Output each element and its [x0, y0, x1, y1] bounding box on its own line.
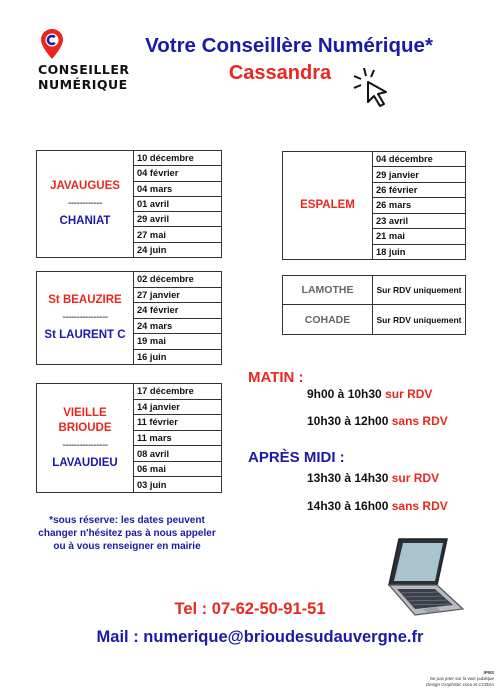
afternoon-slot-2 — [307, 499, 448, 513]
legal-line: Design Graphistic coco et CCBSA — [425, 682, 494, 687]
date-list — [134, 151, 221, 257]
date-list — [134, 272, 221, 364]
date-row: 26 février — [373, 183, 465, 198]
block-places — [37, 384, 134, 492]
schedule-block-vieille-brioude — [36, 383, 222, 493]
date-row: 24 mars — [134, 319, 221, 335]
date-list — [373, 152, 465, 259]
slot-time: 13h30 à 14h30 — [307, 471, 389, 485]
rdv-value: Sur RDV uniquement — [376, 314, 462, 325]
rdv-row-lamothe — [282, 275, 466, 305]
rdv-place: COHADE — [283, 305, 373, 334]
slot-mode: sans RDV — [391, 414, 448, 428]
contact-email: Mail : numerique@brioudesudauvergne.fr — [96, 628, 424, 646]
schedule-block-espalem — [282, 151, 466, 260]
date-row: 29 avril — [134, 212, 221, 227]
afternoon-label: APRÈS MIDI : — [248, 449, 345, 466]
date-row: 23 avril — [373, 214, 465, 229]
place-separator: ------------ — [68, 198, 102, 209]
conseiller-numerique-logo-icon — [40, 28, 64, 60]
date-row: 02 décembre — [134, 272, 221, 288]
date-row: 14 janvier — [134, 400, 221, 416]
place-separator: ---------------- — [62, 439, 108, 451]
conseiller-numerique-logo — [38, 28, 130, 92]
advisor-name: Cassandra — [228, 62, 332, 84]
place-separator: ---------------- — [62, 312, 108, 323]
date-row: 18 juin — [376, 246, 406, 257]
contact-phone: Tel : 07-62-50-91-51 — [174, 600, 326, 618]
date-row: 06 mai — [134, 462, 221, 478]
date-row: 03 juin — [137, 479, 167, 490]
slot-mode: sans RDV — [391, 499, 448, 513]
date-row: 24 juin — [137, 244, 167, 255]
date-row: 26 mars — [373, 198, 465, 213]
disclaimer-note: *sous réserve: les dates peuvent changer n'hésitez pas à nous appeler ou à vous renseigner en mairie — [38, 515, 216, 552]
schedule-block-javaugues — [36, 150, 222, 258]
morning-slot-2 — [307, 414, 448, 428]
date-row: 04 février — [134, 166, 221, 181]
rdv-row-cohade — [282, 305, 466, 335]
date-row: 04 mars — [134, 182, 221, 197]
schedule-block-st-beauzire — [36, 271, 222, 365]
slot-time: 10h30 à 12h00 — [307, 414, 389, 428]
block-places — [37, 151, 134, 257]
legal-mentions — [394, 670, 494, 688]
date-row: 24 février — [134, 303, 221, 319]
place-name: CHANIAT — [59, 215, 111, 227]
place-name: St BEAUZIRE — [48, 294, 122, 306]
date-row: 08 avril — [134, 446, 221, 462]
place-name: VIEILLE BRIOUDE — [58, 406, 112, 434]
date-row: 21 mai — [373, 229, 465, 244]
rdv-value: Sur RDV uniquement — [376, 285, 462, 295]
date-row: 11 février — [134, 415, 221, 431]
slot-time: 9h00 à 10h30 — [307, 387, 382, 401]
morning-slot-1 — [307, 387, 432, 401]
block-places — [37, 272, 134, 364]
rdv-place: LAMOTHE — [283, 276, 373, 304]
date-row: 27 janvier — [134, 288, 221, 304]
place-name: JAVAUGUES — [50, 180, 120, 192]
click-cursor-icon — [350, 64, 392, 108]
date-list — [134, 384, 221, 492]
date-row: 29 janvier — [373, 167, 465, 182]
date-row: 19 mai — [134, 334, 221, 350]
place-name: St LAURENT C — [44, 329, 126, 341]
place-name: LAVAUDIEU — [52, 456, 118, 469]
date-row: 01 avril — [134, 197, 221, 212]
legal-line: IPNS — [483, 670, 494, 675]
afternoon-slot-1 — [307, 471, 439, 485]
logo-line-2: NUMÉRIQUE — [38, 77, 128, 92]
date-row: 27 mai — [134, 227, 221, 242]
date-row: 17 décembre — [134, 384, 221, 400]
block-places — [283, 152, 373, 259]
slot-time: 14h30 à 16h00 — [307, 499, 389, 513]
page-title: Votre Conseillère Numérique* — [145, 34, 433, 57]
place-name: ESPALEM — [300, 199, 355, 211]
date-row: 11 mars — [134, 431, 221, 447]
date-row: 04 décembre — [373, 152, 465, 167]
logo-line-1: CONSEILLER — [38, 62, 130, 77]
logo-text — [38, 62, 130, 92]
morning-label: MATIN : — [248, 369, 304, 386]
slot-mode: sur RDV — [391, 471, 440, 485]
date-row: 10 décembre — [134, 151, 221, 166]
date-row: 16 juin — [137, 351, 167, 362]
legal-line: Ne pas jeter sur la voie publique — [429, 676, 494, 681]
slot-mode: sur RDV — [385, 387, 433, 401]
